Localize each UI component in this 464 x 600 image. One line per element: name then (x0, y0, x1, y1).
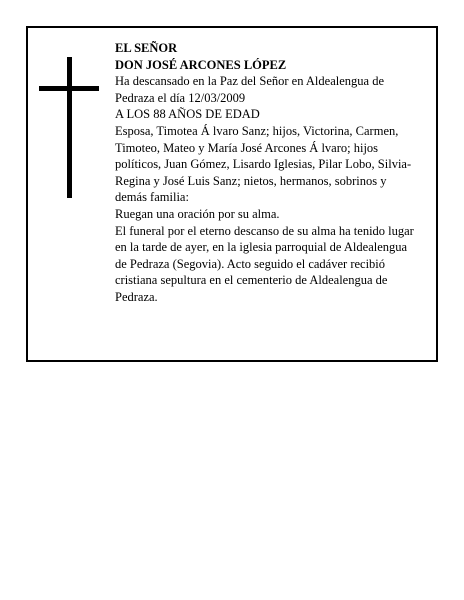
family-list: Esposa, Timotea Á lvaro Sanz; hijos, Victorina, Carmen, Timoteo, Mateo y María José Arcones Á lvaro; hijos políticos, Juan Gómez, Lisardo Iglesias, Pilar Lobo, Silvia-Regina y José Luis Sanz; nietos, hermanos, sobrinos y demás familia: (115, 123, 412, 205)
rest-statement: Ha descansado en la Paz del Señor en Aldealengua de Pedraza el día 12/03/2009 (115, 74, 384, 105)
cross-vertical-bar (67, 57, 72, 198)
deceased-name: DON JOSÉ ARCONES LÓPEZ (115, 57, 287, 72)
obituary-text (115, 40, 415, 306)
obituary-notice (26, 26, 438, 362)
funeral-info: El funeral por el eterno descanso de su alma ha tenido lugar en la tarde de ayer, en la iglesia parroquial de Aldealengua de Pedraza (Segovia). Acto seguido el cadáver recibió cristiana sepultura en el cementerio de Aldealengua de Pedraza. (115, 223, 414, 304)
age-line: A LOS 88 AÑOS DE EDAD (115, 107, 260, 122)
cross-horizontal-bar (39, 86, 99, 91)
prayer-request: Ruegan una oración por su alma. (115, 206, 280, 221)
heading-title: EL SEÑOR (115, 41, 178, 55)
